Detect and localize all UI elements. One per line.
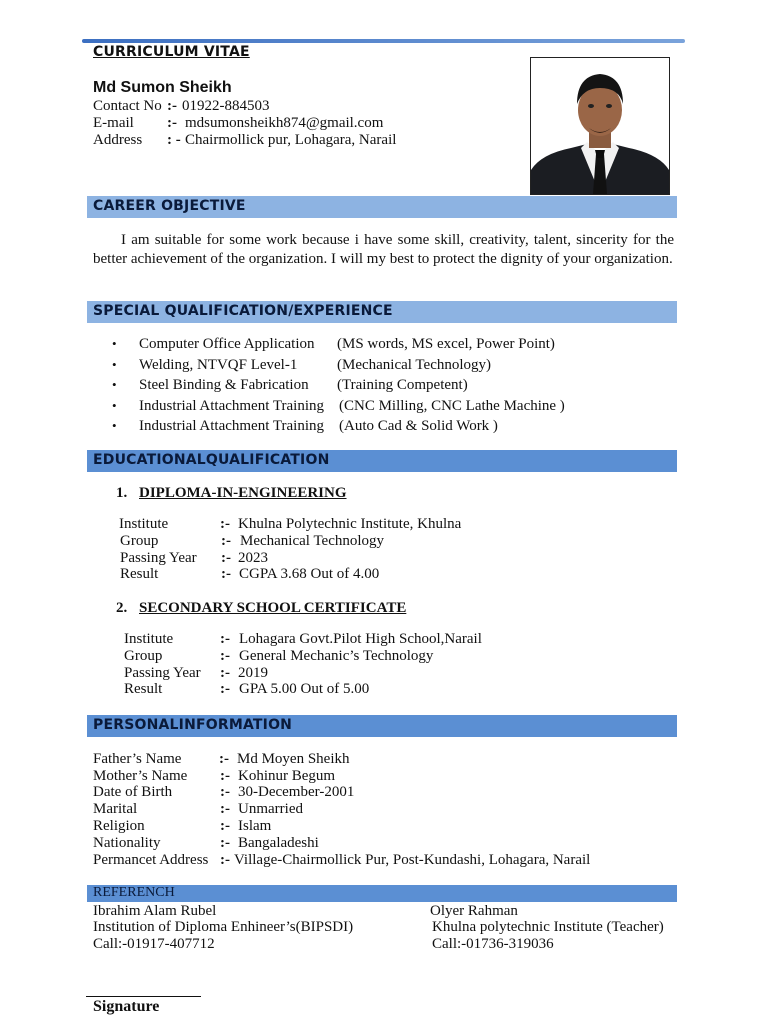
section-special-qualification bbox=[87, 301, 677, 323]
section-heading: SPECIAL QUALIFICATION/EXPERIENCE bbox=[93, 303, 393, 319]
qualification-item: Welding, NTVQF Level-1 bbox=[139, 356, 298, 373]
reference-org: Khulna polytechnic Institute (Teacher) bbox=[432, 919, 664, 935]
personal-sep: :- bbox=[220, 835, 230, 851]
edu-value: GPA 5.00 Out of 5.00 bbox=[239, 681, 370, 697]
edu-sep: :- bbox=[221, 550, 231, 566]
personal-label: Mother’s Name bbox=[93, 768, 188, 784]
edu-label: Institute bbox=[119, 516, 169, 532]
contact-sep: :- bbox=[167, 98, 177, 114]
personal-value: Islam bbox=[238, 818, 272, 834]
edu-value: Mechanical Technology bbox=[240, 533, 385, 549]
personal-label: Marital bbox=[93, 801, 138, 817]
degree-number: 1. bbox=[116, 485, 128, 501]
personal-value: Md Moyen Sheikh bbox=[237, 751, 350, 767]
reference-call: Call:-01917-407712 bbox=[93, 936, 215, 952]
bullet-icon: • bbox=[112, 397, 117, 413]
contact-label: E-mail bbox=[93, 115, 134, 131]
qualification-detail: (MS words, MS excel, Power Point) bbox=[337, 336, 555, 352]
personal-sep: :- bbox=[220, 801, 230, 817]
qualification-detail: (CNC Milling, CNC Lathe Machine ) bbox=[339, 397, 565, 414]
qualification-item: Steel Binding & Fabrication bbox=[139, 377, 309, 393]
degree-title: SECONDARY SCHOOL CERTIFICATE bbox=[139, 600, 407, 616]
bullet-icon: • bbox=[112, 336, 117, 351]
personal-label: Religion bbox=[93, 818, 145, 834]
career-objective-text: I am suitable for some work because i have some skill, creativity, talent, sincerity for the better achievement of the organization. I will my best to protect the dignity of your organization. bbox=[93, 232, 674, 267]
personal-sep: :- bbox=[220, 768, 230, 784]
edu-value: 2019 bbox=[238, 665, 268, 681]
edu-label: Result bbox=[124, 681, 163, 697]
contact-address: Chairmollick pur, Lohagara, Narail bbox=[185, 132, 397, 148]
personal-value: Unmarried bbox=[238, 801, 303, 817]
edu-sep: :- bbox=[220, 631, 230, 647]
section-heading: PERSONALINFORMATION bbox=[93, 717, 293, 733]
edu-label: Group bbox=[120, 533, 159, 549]
section-personal-information bbox=[87, 715, 677, 737]
section-reference bbox=[87, 885, 677, 902]
personal-value: Bangaladeshi bbox=[238, 835, 319, 851]
edu-label: Group bbox=[124, 648, 163, 664]
bullet-icon: • bbox=[112, 356, 117, 372]
bullet-icon: • bbox=[112, 377, 117, 392]
edu-sep: :- bbox=[220, 516, 230, 532]
edu-value: 2023 bbox=[238, 550, 268, 566]
edu-value: CGPA 3.68 Out of 4.00 bbox=[239, 566, 380, 582]
personal-value: Village-Chairmollick Pur, Post-Kundashi, Lohagara, Narail bbox=[234, 852, 591, 868]
edu-sep: :- bbox=[220, 665, 230, 681]
edu-label: Passing Year bbox=[124, 665, 201, 681]
personal-sep: :- bbox=[219, 751, 229, 767]
qualification-detail: (Mechanical Technology) bbox=[337, 356, 492, 373]
qualification-item: Industrial Attachment Training bbox=[139, 418, 324, 434]
edu-label: Institute bbox=[124, 631, 174, 647]
contact-sep: :- bbox=[167, 115, 177, 131]
section-heading: EDUCATIONALQUALIFICATION bbox=[93, 452, 330, 468]
qualification-detail: (Training Competent) bbox=[337, 377, 468, 393]
contact-label: Address bbox=[93, 132, 143, 148]
personal-value: Kohinur Begum bbox=[238, 768, 336, 784]
header-rule bbox=[82, 39, 685, 43]
section-heading: REFERENCH bbox=[93, 885, 175, 900]
reference-org: Institution of Diploma Enhineer’s(BIPSDI) bbox=[93, 919, 354, 935]
personal-label: Date of Birth bbox=[93, 784, 173, 800]
contact-label: Contact No bbox=[93, 98, 162, 114]
contact-sep: : - bbox=[167, 132, 181, 148]
edu-label: Passing Year bbox=[120, 550, 197, 566]
personal-label: Permancet Address bbox=[93, 852, 209, 868]
qualification-item: Computer Office Application bbox=[139, 336, 315, 352]
candidate-name: Md Sumon Sheikh bbox=[93, 79, 232, 96]
edu-value: Lohagara Govt.Pilot High School,Narail bbox=[239, 631, 482, 647]
edu-sep: :- bbox=[220, 648, 230, 664]
qualification-item: Industrial Attachment Training bbox=[139, 397, 324, 414]
signature-line bbox=[86, 996, 201, 997]
personal-sep: :- bbox=[220, 784, 230, 800]
portrait-illustration bbox=[531, 58, 669, 194]
edu-label: Result bbox=[120, 566, 159, 582]
edu-sep: :- bbox=[221, 566, 231, 582]
contact-phone: 01922-884503 bbox=[182, 98, 270, 114]
reference-name: Ibrahim Alam Rubel bbox=[93, 903, 217, 919]
contact-email: mdsumonsheikh874@gmail.com bbox=[185, 115, 384, 131]
personal-sep: :- bbox=[220, 818, 230, 834]
degree-title: DIPLOMA-IN-ENGINEERING bbox=[139, 485, 347, 501]
section-education bbox=[87, 450, 677, 472]
reference-name: Olyer Rahman bbox=[430, 903, 518, 919]
personal-sep: :- bbox=[220, 852, 230, 868]
personal-label: Father’s Name bbox=[93, 751, 182, 767]
personal-label: Nationality bbox=[93, 835, 161, 851]
edu-sep: :- bbox=[221, 533, 231, 549]
edu-sep: :- bbox=[220, 681, 230, 697]
edu-value: Khulna Polytechnic Institute, Khulna bbox=[238, 516, 462, 532]
signature-label: Signature bbox=[93, 998, 160, 1015]
profile-photo bbox=[530, 57, 670, 195]
bullet-icon: • bbox=[112, 418, 117, 433]
personal-value: 30-December-2001 bbox=[238, 784, 355, 800]
section-career-objective bbox=[87, 196, 677, 218]
qualification-detail: (Auto Cad & Solid Work ) bbox=[339, 418, 498, 434]
degree-number: 2. bbox=[116, 600, 128, 616]
reference-call: Call:-01736-319036 bbox=[432, 936, 554, 952]
edu-value: General Mechanic’s Technology bbox=[239, 648, 434, 664]
document-title: CURRICULUM VITAE bbox=[93, 44, 250, 60]
section-heading: CAREER OBJECTIVE bbox=[93, 198, 246, 214]
